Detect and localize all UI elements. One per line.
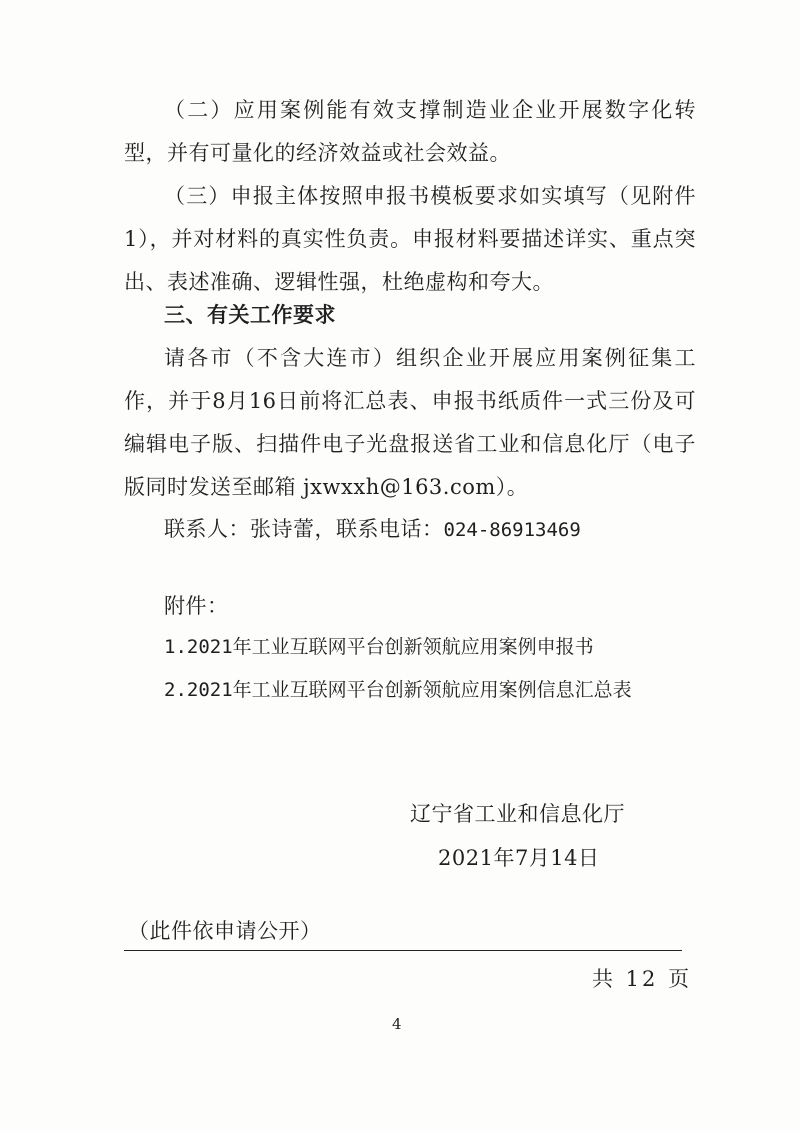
section-heading-work-requirements: 三、有关工作要求 <box>164 303 336 327</box>
signature-organization: 辽宁省工业和信息化厅 <box>410 802 625 826</box>
contact-line <box>124 508 696 552</box>
total-pages: 共 12 页 <box>592 967 693 991</box>
attachment-item-1: 1.2021年工业互联网平台创新领航应用案例申报书 <box>164 636 594 658</box>
disclosure-note: （此件依申请公开） <box>128 919 322 943</box>
attachments-label: 附件： <box>164 594 229 618</box>
footer-divider <box>124 950 682 951</box>
paragraph-criteria-3: （三）申报主体按照申报书模板要求如实填写（见附件1），并对材料的真实性负责。申报材料要描述详实、重点突出、表述准确、逻辑性强，杜绝虚构和夸大。 <box>124 184 696 294</box>
paragraph-criteria-2: （二）应用案例能有效支撑制造业企业开展数字化转型，并有可量化的经济效益或社会效益。 <box>124 98 696 165</box>
signature-date: 2021年7月14日 <box>438 846 600 870</box>
page-number: 4 <box>392 1015 402 1033</box>
paragraph-submission-instructions: 请各市（不含大连市）组织企业开展应用案例征集工作，并于8月16日前将汇总表、申报书纸质件一式三份及可编辑电子版、扫描件电子光盘报送省工业和信息化厅（电子版同时发送至邮箱 jxwxxh@163.com）。 <box>124 346 696 499</box>
attachment-item-2: 2.2021年工业互联网平台创新领航应用案例信息汇总表 <box>164 679 632 701</box>
contact-phone: 024-86913469 <box>443 519 581 541</box>
contact-label: 联系人：张诗蕾，联系电话： <box>164 517 444 541</box>
